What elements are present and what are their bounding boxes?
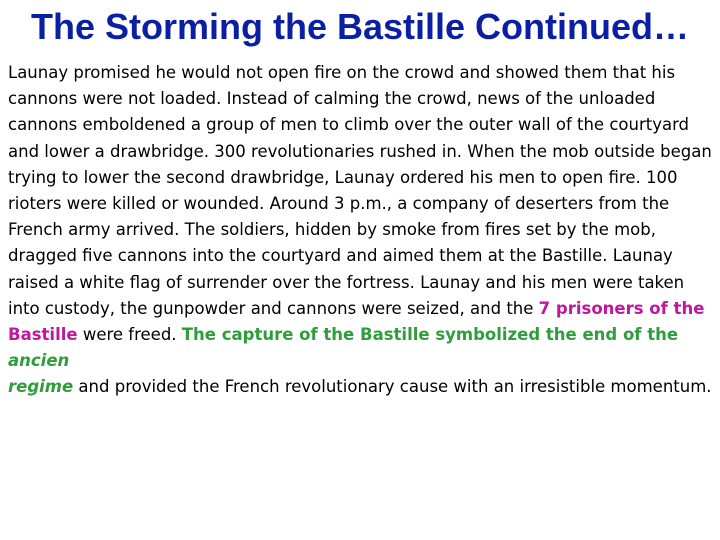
italic-term-ancien: ancien xyxy=(8,351,70,371)
prisoners-highlight: 7 prisoners of the Bastille xyxy=(8,298,705,345)
body-text-part-2: were freed. xyxy=(77,325,182,345)
body-text-part-3: and provided the French revolutionary cause with an irresistible momentum. xyxy=(73,377,712,397)
slide-title: The Storming the Bastille Continued… xyxy=(30,6,690,47)
capture-highlight: The capture of the Bastille symbolized the end of the xyxy=(181,325,679,345)
body-text-part-1: Launay promised he would not open fire on the crowd and showed them that his cannons were not loaded. Instead of calming the crowd, news of the unloaded cannons emboldened a group of men to climb over the outer wall of the courtyard and lower a drawbridge. 300 revolutionaries rushed in. When the mob outside began trying to lower the second drawbridge, Launay ordered his men to open fire. 100 rioters were killed or wounded. Around 3 p.m., a company of deserters from the French army arrived. The soldiers, hidden by smoke from fires set by the mob, dragged five cannons into the courtyard and aimed them at the Bastille. Launay raised a white flag of surrender over the fortress. Launay and his men were taken into custody, the gunpowder and cannons were seized, and the xyxy=(8,63,712,318)
italic-term-regime: regime xyxy=(8,377,74,397)
slide-body-text xyxy=(8,60,716,401)
